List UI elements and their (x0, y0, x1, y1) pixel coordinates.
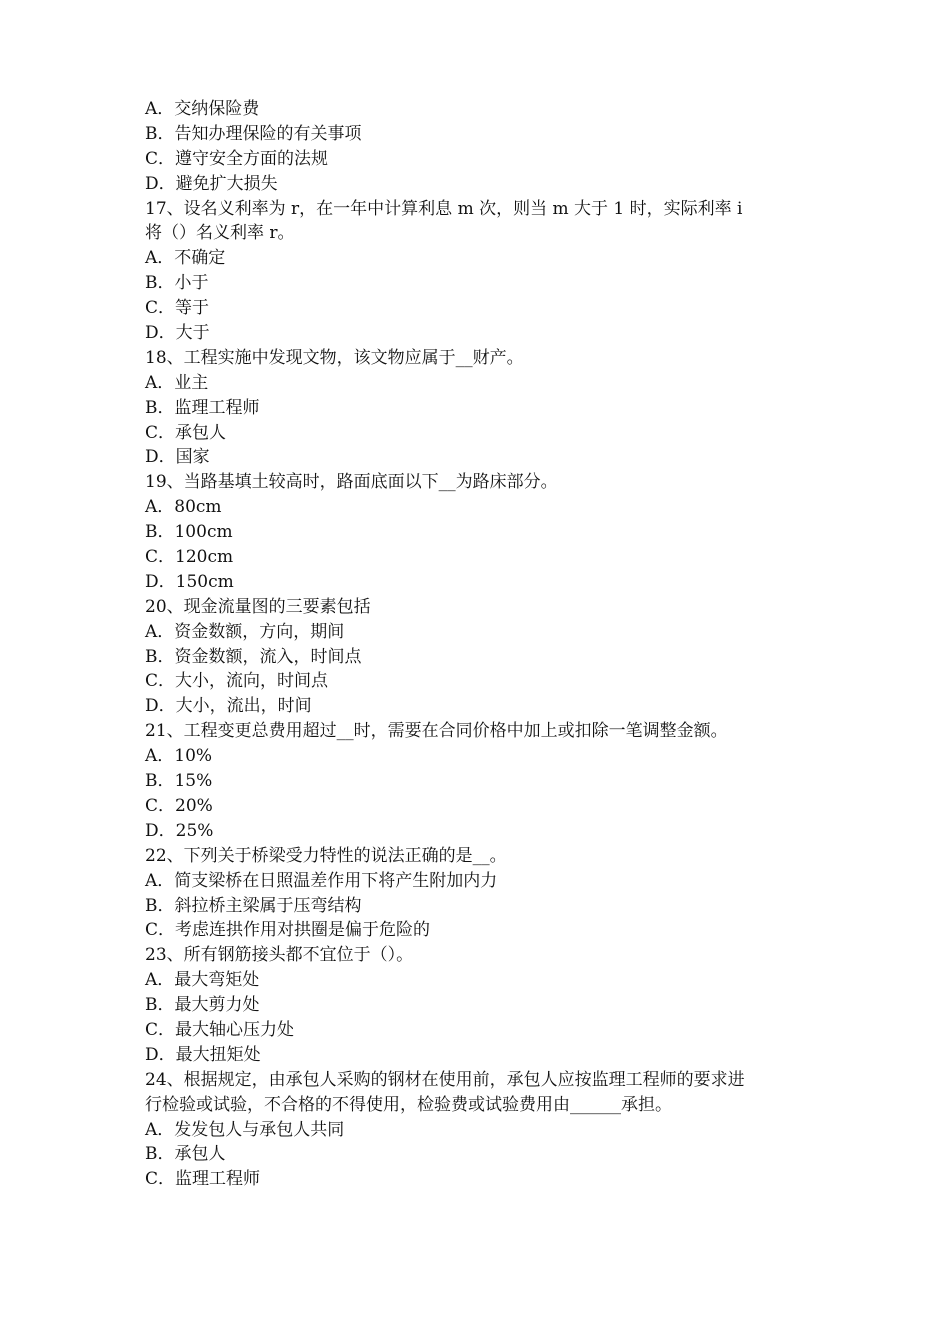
option-line: B．监理工程师 (145, 397, 260, 418)
document-page (145, 97, 815, 1192)
question-line: 22、下列关于桥梁受力特性的说法正确的是__。 (145, 845, 507, 866)
option-line: D．大于 (145, 323, 210, 344)
option-line: C．等于 (145, 298, 210, 319)
option-line: B．小于 (145, 273, 209, 294)
option-line: A．交纳保险费 (145, 99, 260, 119)
option-line: C．最大轴心压力处 (145, 1019, 295, 1040)
question-line: 24、根据规定，由承包人采购的钢材在使用前，承包人应按监理工程师的要求进 (145, 1069, 745, 1090)
option-line: D．国家 (145, 447, 210, 468)
option-line: A．发发包人与承包人共同 (145, 1119, 345, 1140)
option-line: A．简支梁桥在日照温差作用下将产生附加内力 (145, 870, 498, 891)
option-line: C．120cm (145, 547, 234, 568)
option-line: D．25% (145, 820, 214, 841)
question-line: 行检验或试验，不合格的不得使用，检验费或试验费用由______承担。 (145, 1094, 672, 1115)
question-line: 17、设名义利率为 r，在一年中计算利息 m 次，则当 m 大于 1 时，实际利率 i (145, 198, 743, 219)
option-line: B．最大剪力处 (145, 995, 260, 1016)
question-line: 21、工程变更总费用超过__时，需要在合同价格中加上或扣除一笔调整金额。 (145, 721, 728, 742)
option-line: C．监理工程师 (145, 1169, 261, 1190)
option-line: A．最大弯矩处 (145, 970, 260, 991)
option-line: B．100cm (145, 522, 233, 543)
option-line: B．15% (145, 771, 213, 792)
option-line: B．资金数额，流入，时间点 (145, 646, 362, 667)
question-line: 20、现金流量图的三要素包括 (145, 596, 371, 617)
option-line: B．告知办理保险的有关事项 (145, 123, 362, 144)
option-line: A．不确定 (145, 248, 226, 269)
option-line: A．10% (145, 746, 213, 767)
option-line: D．最大扭矩处 (145, 1044, 261, 1065)
option-line: C．大小，流向，时间点 (145, 671, 329, 692)
option-line: D．大小，流出，时间 (145, 696, 312, 717)
option-line: A．80cm (145, 497, 222, 518)
option-line: A．业主 (145, 372, 209, 393)
option-line: D．避免扩大损失 (145, 173, 278, 194)
question-line: 19、当路基填土较高时，路面底面以下__为路床部分。 (145, 472, 558, 493)
option-line: C．遵守安全方面的法规 (145, 148, 329, 169)
option-line: C．20% (145, 795, 213, 816)
option-line: D．150cm (145, 571, 234, 592)
question-line: 23、所有钢筋接头都不宜位于（）。 (145, 945, 414, 966)
option-line: B．承包人 (145, 1144, 226, 1165)
option-line: A．资金数额，方向，期间 (145, 621, 345, 642)
question-line: 将（）名义利率 r。 (145, 223, 295, 244)
option-line: B．斜拉桥主梁属于压弯结构 (145, 895, 362, 916)
option-line: C．承包人 (145, 422, 227, 443)
question-line: 18、工程实施中发现文物，该文物应属于__财产。 (145, 347, 524, 368)
option-line: C．考虑连拱作用对拱圈是偏于危险的 (145, 920, 431, 941)
